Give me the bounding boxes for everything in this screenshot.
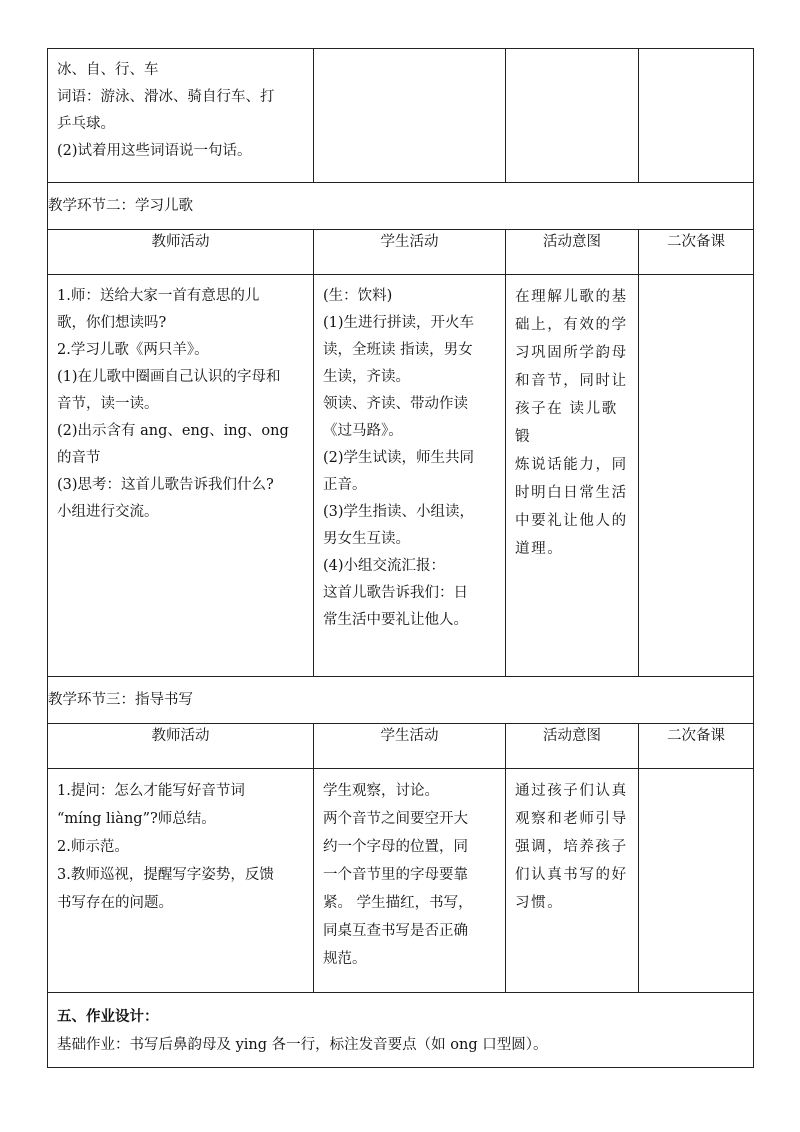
student-activity-line: 同桌互查书写是否正确 — [323, 923, 468, 939]
section3-header-student: 学生活动 — [314, 724, 506, 769]
student-activity-line: 读，全班读 指读，男女 — [323, 342, 473, 358]
student-activity-line: 男女生互读。 — [323, 531, 410, 547]
student-activity-line: 紧。 学生描红，书写， — [323, 895, 473, 911]
student-activity-line: 约一个字母的位置，同 — [323, 839, 468, 855]
student-activity-line: 领读、齐读、带动作读 — [323, 396, 468, 412]
section2-header-teacher: 教师活动 — [48, 230, 314, 275]
section3-student-cell — [314, 769, 506, 993]
section2-header-row — [48, 230, 754, 275]
teacher-activity-line: 2.学习儿歌《两只羊》。 — [57, 342, 209, 358]
teacher-activity-line: 1.提问：怎么才能写好音节词 — [57, 783, 245, 799]
homework-title: 五、作业设计： — [57, 1008, 159, 1025]
activity-intent-line: 中要礼让他人的 — [515, 513, 628, 529]
student-activity-line: 规范。 — [323, 951, 367, 967]
homework-cell — [48, 993, 754, 1068]
top-teacher-cell — [48, 49, 314, 183]
homework-text: 基础作业：书写后鼻韵母及 ying 各一行，标注发音要点（如 ong 口型圆）。 — [57, 1037, 548, 1053]
top-continuation-row — [48, 49, 754, 183]
student-activity-line: 常生活中要礼让他人。 — [323, 612, 468, 628]
section2-header-notes: 二次备课 — [639, 230, 754, 275]
student-activity-line: 这首儿歌告诉我们：日 — [323, 585, 468, 601]
teacher-activity-line: 1.师：送给大家一首有意思的儿 — [57, 288, 260, 304]
section3-header-notes: 二次备课 — [639, 724, 754, 769]
student-activity-line: 《过马路》。 — [323, 423, 403, 439]
teacher-activity-line: 书写存在的问题。 — [57, 895, 173, 911]
section3-title: 教学环节三：指导书写 — [48, 677, 754, 724]
student-activity-line: 学生观察，讨论。 — [323, 783, 439, 799]
activity-intent-line: 炼说话能力，同 — [515, 457, 628, 473]
teacher-activity-line: (1)在儿歌中圈画自己认识的字母和 — [57, 369, 281, 385]
section2-content-row — [48, 275, 754, 677]
top-intent-cell — [506, 49, 639, 183]
section3-title-row — [48, 677, 754, 724]
section2-intent-lines — [506, 275, 638, 571]
section2-intent-cell — [506, 275, 639, 677]
activity-intent-line: 和音节，同时让 — [515, 373, 628, 389]
section3-intent-cell — [506, 769, 639, 993]
student-activity-line: 正音。 — [323, 477, 367, 493]
section2-title: 教学环节二：学习儿歌 — [48, 183, 754, 230]
teacher-activity-line: 小组进行交流。 — [57, 504, 159, 520]
teacher-activity-line: 2.师示范。 — [57, 839, 129, 855]
top-notes-cell — [639, 49, 754, 183]
student-activity-line: (3)学生指读、小组读， — [323, 504, 475, 520]
section3-notes-cell — [639, 769, 754, 993]
top-teacher-lines — [48, 49, 313, 173]
section2-teacher-lines — [48, 275, 313, 534]
teacher-activity-line: 乒乓球。 — [57, 116, 115, 132]
teacher-activity-line: 3.教师巡视，提醒写字姿势，反馈 — [57, 867, 274, 883]
activity-intent-line: 观察和老师引导 — [515, 811, 628, 827]
teacher-activity-line: 词语：游泳、滑冰、骑自行车、打 — [57, 89, 275, 105]
section3-teacher-cell — [48, 769, 314, 993]
section2-student-lines — [314, 275, 505, 642]
lesson-plan-table — [47, 48, 754, 1068]
activity-intent-line: 们认真书写的好 — [515, 867, 628, 883]
teacher-activity-line: 冰、自、行、车 — [57, 62, 159, 78]
activity-intent-line: 习巩固所学韵母 — [515, 345, 628, 361]
student-activity-line: 一个音节里的字母要靠 — [323, 867, 468, 883]
teacher-activity-line: 音节，读一读。 — [57, 396, 159, 412]
activity-intent-line: 通过孩子们认真 — [515, 783, 628, 799]
section3-teacher-lines — [48, 769, 313, 925]
homework-row — [48, 993, 754, 1068]
student-activity-line: 两个音节之间要空开大 — [323, 811, 468, 827]
section2-notes-cell — [639, 275, 754, 677]
student-activity-line: (1)生进行拼读，开火车 — [323, 315, 475, 331]
section3-header-row — [48, 724, 754, 769]
student-activity-line: 生读，齐读。 — [323, 369, 410, 385]
activity-intent-line: 础上，有效的学 — [515, 317, 628, 333]
section3-content-row — [48, 769, 754, 993]
student-activity-line: (4)小组交流汇报： — [323, 558, 446, 574]
teacher-activity-line: (2)出示含有 ang、eng、ing、ong — [57, 423, 289, 439]
section2-header-student: 学生活动 — [314, 230, 506, 275]
teacher-activity-line: 歌，你们想读吗? — [57, 315, 167, 331]
activity-intent-line: 在理解儿歌的基 — [515, 289, 628, 305]
section2-header-intent: 活动意图 — [506, 230, 639, 275]
teacher-activity-line: (3)思考：这首儿歌告诉我们什么? — [57, 477, 274, 493]
section3-header-teacher: 教师活动 — [48, 724, 314, 769]
activity-intent-line: 时明白日常生活 — [515, 485, 628, 501]
section3-student-lines — [314, 769, 505, 981]
activity-intent-line: 习惯。 — [515, 895, 564, 911]
student-activity-line: (生：饮料) — [323, 288, 393, 304]
section3-header-intent: 活动意图 — [506, 724, 639, 769]
teacher-activity-line: (2)试着用这些词语说一句话。 — [57, 143, 252, 159]
section2-title-row — [48, 183, 754, 230]
top-student-cell — [314, 49, 506, 183]
teacher-activity-line: “míng liàng”?师总结。 — [57, 811, 216, 827]
activity-intent-line: 道理。 — [515, 541, 564, 557]
section3-intent-lines — [506, 769, 638, 925]
activity-intent-line: 强调，培养孩子 — [515, 839, 628, 855]
teacher-activity-line: 的音节 — [57, 450, 101, 466]
activity-intent-line: 孩子在 读儿歌锻 — [515, 401, 618, 445]
section2-student-cell — [314, 275, 506, 677]
student-activity-line: (2)学生试读，师生共同 — [323, 450, 475, 466]
section2-teacher-cell — [48, 275, 314, 677]
